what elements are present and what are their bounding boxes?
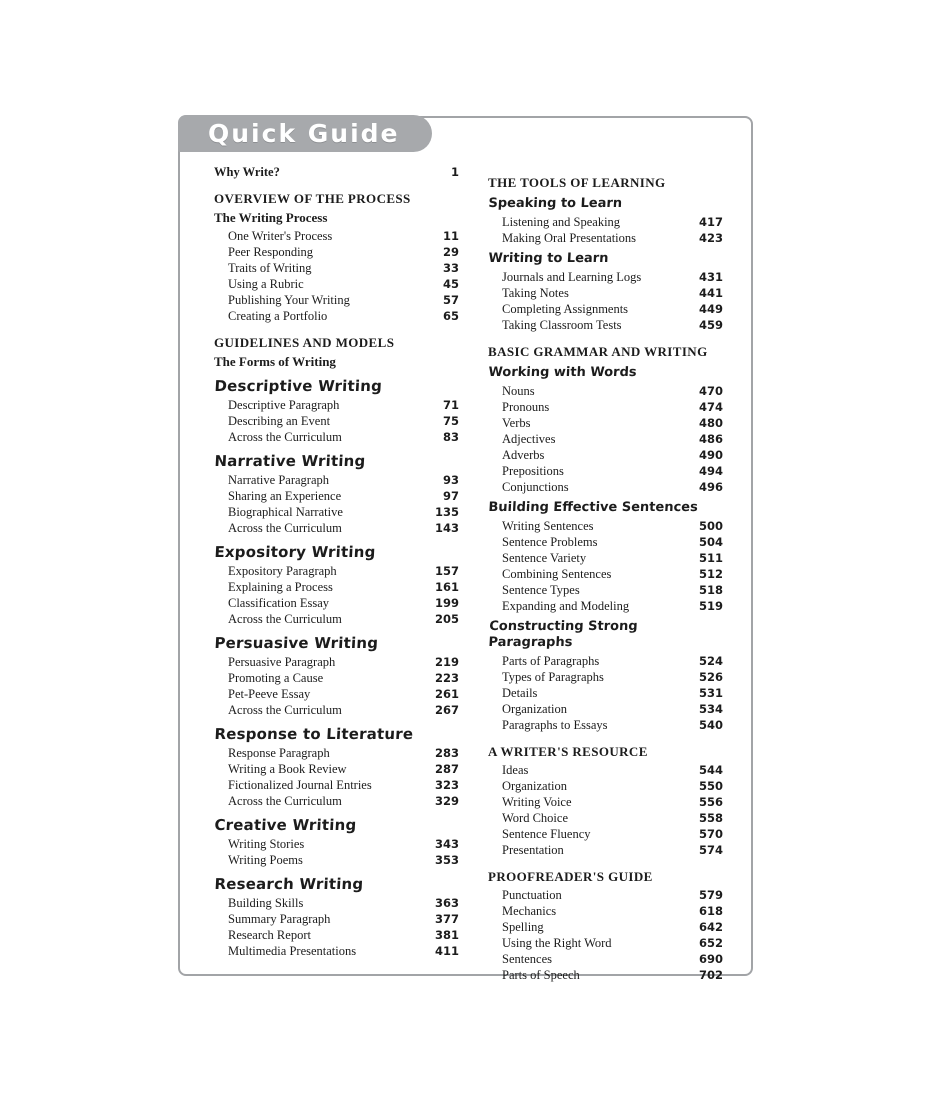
toc-entry [214, 943, 459, 959]
toc-entry-page: 556 [698, 795, 723, 809]
toc-entry [214, 397, 459, 413]
toc-entry-label: Using a Rubric [228, 277, 304, 291]
toc-entry-label: Promoting a Cause [228, 671, 324, 685]
toc-entry [488, 935, 723, 951]
toc-entry-page: 205 [434, 612, 459, 626]
toc-entry [214, 702, 459, 718]
toc-entry [488, 383, 723, 399]
page-title: Quick Guide [208, 119, 400, 148]
toc-heading: Research Writing [214, 875, 364, 893]
toc-entry-label: Taking Notes [502, 286, 569, 300]
toc-entry-label: Sentence Fluency [502, 827, 591, 841]
toc-entry-page: 157 [434, 564, 459, 578]
toc-block-script [214, 634, 459, 718]
toc-entry-label: Classification Essay [228, 596, 330, 610]
toc-entry [488, 550, 723, 566]
toc-block-script [214, 725, 459, 809]
toc-entry-page: 423 [698, 231, 723, 245]
toc-entry-label: One Writer's Process [228, 229, 333, 243]
toc-entry-page: 449 [698, 302, 723, 316]
toc-entry [488, 919, 723, 935]
toc-block-section [488, 744, 723, 858]
toc-heading: Narrative Writing [214, 452, 366, 470]
toc-block-scriptsub [488, 619, 723, 733]
toc-entry [488, 842, 723, 858]
toc-entry-page: 504 [698, 535, 723, 549]
toc-entry [214, 292, 459, 308]
toc-entry-label: Word Choice [502, 811, 568, 825]
toc-heading: Writing to Learn [488, 251, 609, 266]
toc-entry-label: Across the Curriculum [228, 430, 342, 444]
toc-entry-page: 11 [442, 229, 459, 243]
toc-entry-label: Across the Curriculum [228, 794, 342, 808]
toc-entry [214, 686, 459, 702]
toc-block-section [488, 869, 723, 983]
toc-entry-page: 531 [698, 686, 723, 700]
toc-entry-label: Research Report [228, 928, 311, 942]
toc-block-subhead [214, 210, 459, 324]
toc-entry-label: Pronouns [502, 400, 550, 414]
toc-heading: Building Effective Sentences [488, 500, 699, 515]
toc-entry [488, 230, 723, 246]
toc-entry-label: Writing Stories [228, 837, 305, 851]
toc-entry-label: Conjunctions [502, 480, 569, 494]
toc-entry [214, 611, 459, 627]
toc-entry-label: Writing a Book Review [228, 762, 347, 776]
toc-entry-label: Writing Poems [228, 853, 303, 867]
toc-entry [488, 598, 723, 614]
toc-entry-label: Verbs [502, 416, 531, 430]
toc-entry-page: 500 [698, 519, 723, 533]
toc-entry-label: Creating a Portfolio [228, 309, 328, 323]
toc-entry [214, 911, 459, 927]
toc-entry-label: Presentation [502, 843, 564, 857]
toc-entry-page: 377 [434, 912, 459, 926]
toc-entry-page: 459 [698, 318, 723, 332]
toc-entry-label: Spelling [502, 920, 544, 934]
toc-entry-label: Writing Voice [502, 795, 572, 809]
toc-entry-page: 267 [434, 703, 459, 717]
toc-entry [488, 826, 723, 842]
toc-entry-page: 223 [434, 671, 459, 685]
toc-block-subhead [214, 354, 459, 370]
toc-entry-page: 544 [698, 763, 723, 777]
toc-entry-label: Taking Classroom Tests [502, 318, 622, 332]
toc-entry-label: Descriptive Paragraph [228, 398, 340, 412]
toc-entry [488, 967, 723, 983]
toc-entry [214, 488, 459, 504]
toc-block-section [488, 344, 723, 360]
toc-entry [214, 793, 459, 809]
toc-entry-page: 45 [442, 277, 459, 291]
toc-entry [214, 895, 459, 911]
toc-entry-page: 261 [434, 687, 459, 701]
toc-entry [488, 903, 723, 919]
toc-entry-label: Organization [502, 779, 568, 793]
toc-entry-label: Adverbs [502, 448, 545, 462]
toc-heading: Descriptive Writing [214, 377, 383, 395]
toc-entry [214, 228, 459, 244]
toc-heading: Creative Writing [214, 816, 357, 834]
toc-entry-page: 431 [698, 270, 723, 284]
toc-heading: A WRITER'S RESOURCE [488, 744, 648, 759]
toc-entry-page: 75 [442, 414, 459, 428]
toc-entry [488, 685, 723, 701]
toc-entry-label: Paragraphs to Essays [502, 718, 608, 732]
toc-entry-label: Sharing an Experience [228, 489, 342, 503]
toc-entry-page: 219 [434, 655, 459, 669]
toc-heading: Expository Writing [214, 543, 377, 561]
toc-entry-page: 550 [698, 779, 723, 793]
toc-entry-label: Biographical Narrative [228, 505, 343, 519]
toc-entry-label: Multimedia Presentations [228, 944, 357, 958]
toc-entry [214, 276, 459, 292]
toc-entry [214, 520, 459, 536]
toc-entry [214, 579, 459, 595]
toc-block-toplevel [214, 164, 459, 180]
toc-entry [488, 479, 723, 495]
toc-entry-label: Mechanics [502, 904, 557, 918]
toc-entry-page: 329 [434, 794, 459, 808]
toc-entry-label: Parts of Paragraphs [502, 654, 600, 668]
toc-entry-label: Fictionalized Journal Entries [228, 778, 372, 792]
toc-entry-page: 618 [698, 904, 723, 918]
toc-block-script [214, 377, 459, 445]
toc-entry-label: Response Paragraph [228, 746, 330, 760]
toc-entry-label: Punctuation [502, 888, 562, 902]
toc-entry-label: Parts of Speech [502, 968, 580, 982]
toc-entry-page: 534 [698, 702, 723, 716]
toc-entry-page: 287 [434, 762, 459, 776]
toc-entry-page: 29 [442, 245, 459, 259]
toc-entry-page: 143 [434, 521, 459, 535]
toc-block-section [488, 175, 723, 191]
toc-entry-page: 417 [698, 215, 723, 229]
toc-entry-page: 496 [698, 480, 723, 494]
toc-entry-label: Expanding and Modeling [502, 599, 630, 613]
toc-entry-label: Building Skills [228, 896, 304, 910]
toc-entry-label: Sentence Problems [502, 535, 598, 549]
toc-entry [214, 563, 459, 579]
toc-entry-page: 540 [698, 718, 723, 732]
toc-entry-page: 93 [442, 473, 459, 487]
toc-entry-label: Pet-Peeve Essay [228, 687, 311, 701]
toc-entry-page: 519 [698, 599, 723, 613]
toc-heading: Response to Literature [214, 725, 414, 743]
toc-heading: Working with Words [488, 365, 637, 380]
toc-entry [488, 285, 723, 301]
toc-entry-label: Across the Curriculum [228, 703, 342, 717]
toc-entry-page: 494 [698, 464, 723, 478]
toc-entry-page: 57 [442, 293, 459, 307]
quick-guide-tab [178, 115, 432, 152]
toc-entry [214, 836, 459, 852]
toc-entry-page: 702 [698, 968, 723, 982]
toc-entry-label: Sentence Variety [502, 551, 587, 565]
toc-entry-label: Ideas [502, 763, 529, 777]
toc-entry [214, 308, 459, 324]
toc-entry-page: 71 [442, 398, 459, 412]
toc-entry-page: 518 [698, 583, 723, 597]
toc-entry [488, 582, 723, 598]
toc-entry [214, 260, 459, 276]
toc-entry [214, 244, 459, 260]
toc-entry-label: Across the Curriculum [228, 521, 342, 535]
toc-entry-label: Making Oral Presentations [502, 231, 637, 245]
toc-entry-label: Across the Curriculum [228, 612, 342, 626]
toc-entry-page: 135 [434, 505, 459, 519]
toc-entry-label: Details [502, 686, 538, 700]
toc-entry-label: Using the Right Word [502, 936, 612, 950]
toc-entry-page: 353 [434, 853, 459, 867]
toc-entry-label: Peer Responding [228, 245, 314, 259]
toc-entry [488, 447, 723, 463]
toc-block-scriptsub [488, 196, 723, 246]
toc-entry [488, 301, 723, 317]
toc-entry [214, 927, 459, 943]
toc-entry-label: Expository Paragraph [228, 564, 337, 578]
toc-entry [488, 794, 723, 810]
toc-entry-page: 363 [434, 896, 459, 910]
toc-heading: BASIC GRAMMAR AND WRITING [488, 344, 708, 359]
toc-entry-page: 570 [698, 827, 723, 841]
toc-heading: Persuasive Writing [214, 634, 379, 652]
toc-heading: PROOFREADER'S GUIDE [488, 869, 653, 884]
toc-block-section [214, 191, 459, 207]
toc-entry [214, 852, 459, 868]
toc-entry-label: Writing Sentences [502, 519, 594, 533]
toc-block-section [214, 335, 459, 351]
toc-heading: The Forms of Writing [214, 354, 336, 369]
toc-entry-page: 283 [434, 746, 459, 760]
toc-block-script [214, 452, 459, 536]
toc-column-left [214, 164, 459, 959]
toc-entry [488, 415, 723, 431]
toc-entry-page: 343 [434, 837, 459, 851]
toc-entry [488, 951, 723, 967]
toc-entry [488, 566, 723, 582]
toc-entry-page: 490 [698, 448, 723, 462]
toc-entry-page: 411 [434, 944, 459, 958]
toc-block-script [214, 875, 459, 959]
toc-entry-page: 83 [442, 430, 459, 444]
toc-heading: Speaking to Learn [488, 196, 623, 211]
toc-entry-page: 579 [698, 888, 723, 902]
toc-entry-page: 381 [434, 928, 459, 942]
toc-entry [488, 463, 723, 479]
toc-entry [488, 214, 723, 230]
toc-entry-label: Narrative Paragraph [228, 473, 329, 487]
toc-entry-page: 511 [698, 551, 723, 565]
toc-entry [214, 761, 459, 777]
toc-entry-label: Nouns [502, 384, 535, 398]
toc-heading: GUIDELINES AND MODELS [214, 335, 395, 350]
toc-column-right [488, 164, 723, 983]
toc-entry [214, 472, 459, 488]
toc-entry [488, 778, 723, 794]
toc-entry [488, 518, 723, 534]
toc-entry-label: Prepositions [502, 464, 564, 478]
toc-entry [488, 399, 723, 415]
quick-guide-page [178, 116, 753, 982]
toc-entry [214, 654, 459, 670]
toc-entry-label: Completing Assignments [502, 302, 629, 316]
toc-entry-label: Why Write? [214, 165, 280, 179]
toc-entry [214, 429, 459, 445]
toc-entry-page: 1 [450, 165, 459, 179]
toc-entry-label: Publishing Your Writing [228, 293, 350, 307]
toc-entry-page: 323 [434, 778, 459, 792]
toc-entry [488, 431, 723, 447]
toc-entry [214, 413, 459, 429]
toc-heading: THE TOOLS OF LEARNING [488, 175, 666, 190]
toc-entry-page: 690 [698, 952, 723, 966]
toc-block-scriptsub [488, 251, 723, 333]
toc-entry [214, 745, 459, 761]
toc-entry-page: 441 [698, 286, 723, 300]
toc-entry-page: 33 [442, 261, 459, 275]
toc-entry-page: 97 [442, 489, 459, 503]
toc-entry-label: Adjectives [502, 432, 556, 446]
toc-entry-label: Combining Sentences [502, 567, 612, 581]
toc-entry-label: Types of Paragraphs [502, 670, 604, 684]
toc-entry [214, 164, 459, 180]
toc-entry [214, 777, 459, 793]
toc-entry [488, 810, 723, 826]
toc-entry [214, 504, 459, 520]
toc-entry-label: Summary Paragraph [228, 912, 331, 926]
toc-entry [488, 534, 723, 550]
toc-entry-label: Explaining a Process [228, 580, 333, 594]
toc-entry [488, 717, 723, 733]
toc-block-script [214, 543, 459, 627]
toc-entry-page: 558 [698, 811, 723, 825]
toc-entry-label: Journals and Learning Logs [502, 270, 642, 284]
toc-entry-page: 524 [698, 654, 723, 668]
toc-entry-page: 161 [434, 580, 459, 594]
toc-entry-label: Traits of Writing [228, 261, 312, 275]
toc-entry-label: Describing an Event [228, 414, 331, 428]
toc-entry-page: 65 [442, 309, 459, 323]
toc-entry [488, 653, 723, 669]
toc-heading: OVERVIEW OF THE PROCESS [214, 191, 411, 206]
toc-block-scriptsub [488, 500, 723, 614]
toc-entry-page: 652 [698, 936, 723, 950]
toc-entry-page: 470 [698, 384, 723, 398]
toc-entry-page: 526 [698, 670, 723, 684]
toc-block-scriptsub [488, 365, 723, 495]
toc-entry-page: 642 [698, 920, 723, 934]
toc-entry [214, 595, 459, 611]
toc-entry-page: 474 [698, 400, 723, 414]
toc-entry [488, 269, 723, 285]
toc-entry [488, 317, 723, 333]
toc-entry-page: 512 [698, 567, 723, 581]
toc-entry-page: 199 [434, 596, 459, 610]
toc-entry [488, 762, 723, 778]
toc-entry [214, 670, 459, 686]
toc-entry-label: Organization [502, 702, 568, 716]
toc-entry-page: 480 [698, 416, 723, 430]
toc-block-script [214, 816, 459, 868]
toc-entry [488, 701, 723, 717]
toc-entry-label: Listening and Speaking [502, 215, 621, 229]
toc-entry-label: Sentences [502, 952, 552, 966]
toc-heading: Constructing Strong Paragraphs [488, 619, 638, 650]
toc-entry-label: Persuasive Paragraph [228, 655, 336, 669]
toc-entry-page: 574 [698, 843, 723, 857]
toc-entry [488, 887, 723, 903]
toc-heading: The Writing Process [214, 210, 328, 225]
toc-entry [488, 669, 723, 685]
toc-entry-label: Sentence Types [502, 583, 580, 597]
toc-entry-page: 486 [698, 432, 723, 446]
